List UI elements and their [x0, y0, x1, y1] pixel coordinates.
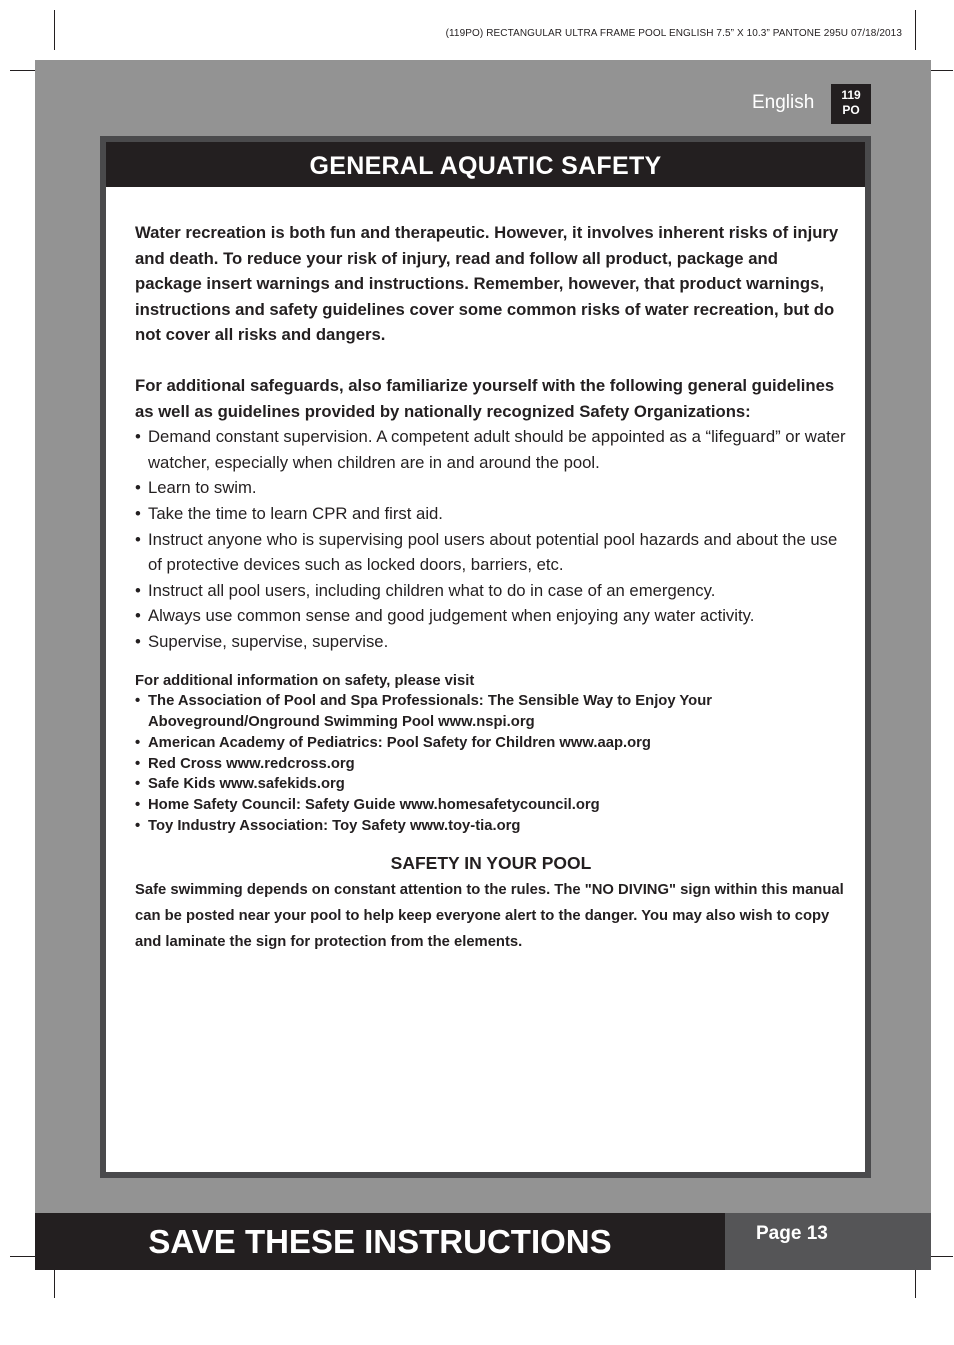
crop-mark	[54, 10, 55, 50]
intro-paragraph: Water recreation is both fun and therapeutic. However, it involves inherent risks of injury and death. To reduce your risk of injury, read and follow all product, package and package insert warnings and instructions. Remember, however, that product warnings, instructions and safety guidelines cover some common risks of water recreation, but do not cover all risks and dangers.	[135, 223, 839, 345]
language-label: English	[752, 92, 815, 113]
safety-resources	[135, 671, 847, 837]
manual-code-badge	[831, 84, 871, 124]
guideline-item: • Instruct anyone who is supervising pool users about potential pool hazards and about the use of protective devices such as locked doors, barriers, etc.	[135, 527, 847, 578]
resource-item: • Toy Industry Association: Toy Safety www.toy-tia.org	[135, 816, 847, 837]
footer-bar	[35, 1213, 931, 1270]
crop-mark	[915, 1270, 916, 1298]
crop-mark	[915, 10, 916, 50]
page-number: Page 13	[756, 1223, 828, 1244]
print-slug: (119PO) RECTANGULAR ULTRA FRAME POOL ENGLISH 7.5” X 10.3” PANTONE 295U 07/18/2013	[445, 28, 902, 39]
resource-item: • The Association of Pool and Spa Professionals: The Sensible Way to Enjoy Your Aboveground/Onground Swimming Pool www.nspi.org	[135, 691, 847, 733]
resource-item: • Safe Kids www.safekids.org	[135, 774, 847, 795]
resource-item: • Home Safety Council: Safety Guide www.homesafetycouncil.org	[135, 795, 847, 816]
guidelines-list	[135, 424, 847, 654]
guideline-item: • Instruct all pool users, including children what to do in case of an emergency.	[135, 578, 847, 604]
safety-content	[135, 220, 847, 955]
guideline-item: • Supervise, supervise, supervise.	[135, 629, 847, 655]
save-instructions-banner: SAVE THESE INSTRUCTIONS	[35, 1213, 725, 1270]
resource-item: • American Academy of Pediatrics: Pool Safety for Children www.aap.org	[135, 733, 847, 754]
guideline-item: • Always use common sense and good judgement when enjoying any water activity.	[135, 603, 847, 629]
resources-list	[135, 691, 847, 837]
code-line-2: PO	[842, 103, 860, 117]
safety-panel	[100, 136, 871, 1178]
pool-safety-paragraph: Safe swimming depends on constant attention to the rules. The "NO DIVING" sign within this manual can be posted near your pool to help keep everyone alert to the danger. You may also wish to copy and laminate the sign for protection from the elements.	[135, 881, 844, 950]
resources-heading: For additional information on safety, please visit	[135, 672, 475, 689]
guideline-item: • Take the time to learn CPR and first aid.	[135, 501, 847, 527]
section-title: GENERAL AQUATIC SAFETY	[106, 142, 865, 187]
page-number-block	[725, 1213, 931, 1270]
crop-mark	[54, 1270, 55, 1298]
guideline-item: • Demand constant supervision. A competent adult should be appointed as a “lifeguard” or water watcher, especially when children are in and around the pool.	[135, 424, 847, 475]
guidelines-intro: For additional safeguards, also familiarize yourself with the following general guidelines as well as guidelines provided by nationally recognized Safety Organizations:	[135, 375, 835, 421]
pool-safety-heading: SAFETY IN YOUR POOL	[390, 852, 592, 873]
code-line-1: 119	[841, 88, 861, 102]
guideline-item: • Learn to swim.	[135, 475, 847, 501]
resource-item: • Red Cross www.redcross.org	[135, 754, 847, 775]
